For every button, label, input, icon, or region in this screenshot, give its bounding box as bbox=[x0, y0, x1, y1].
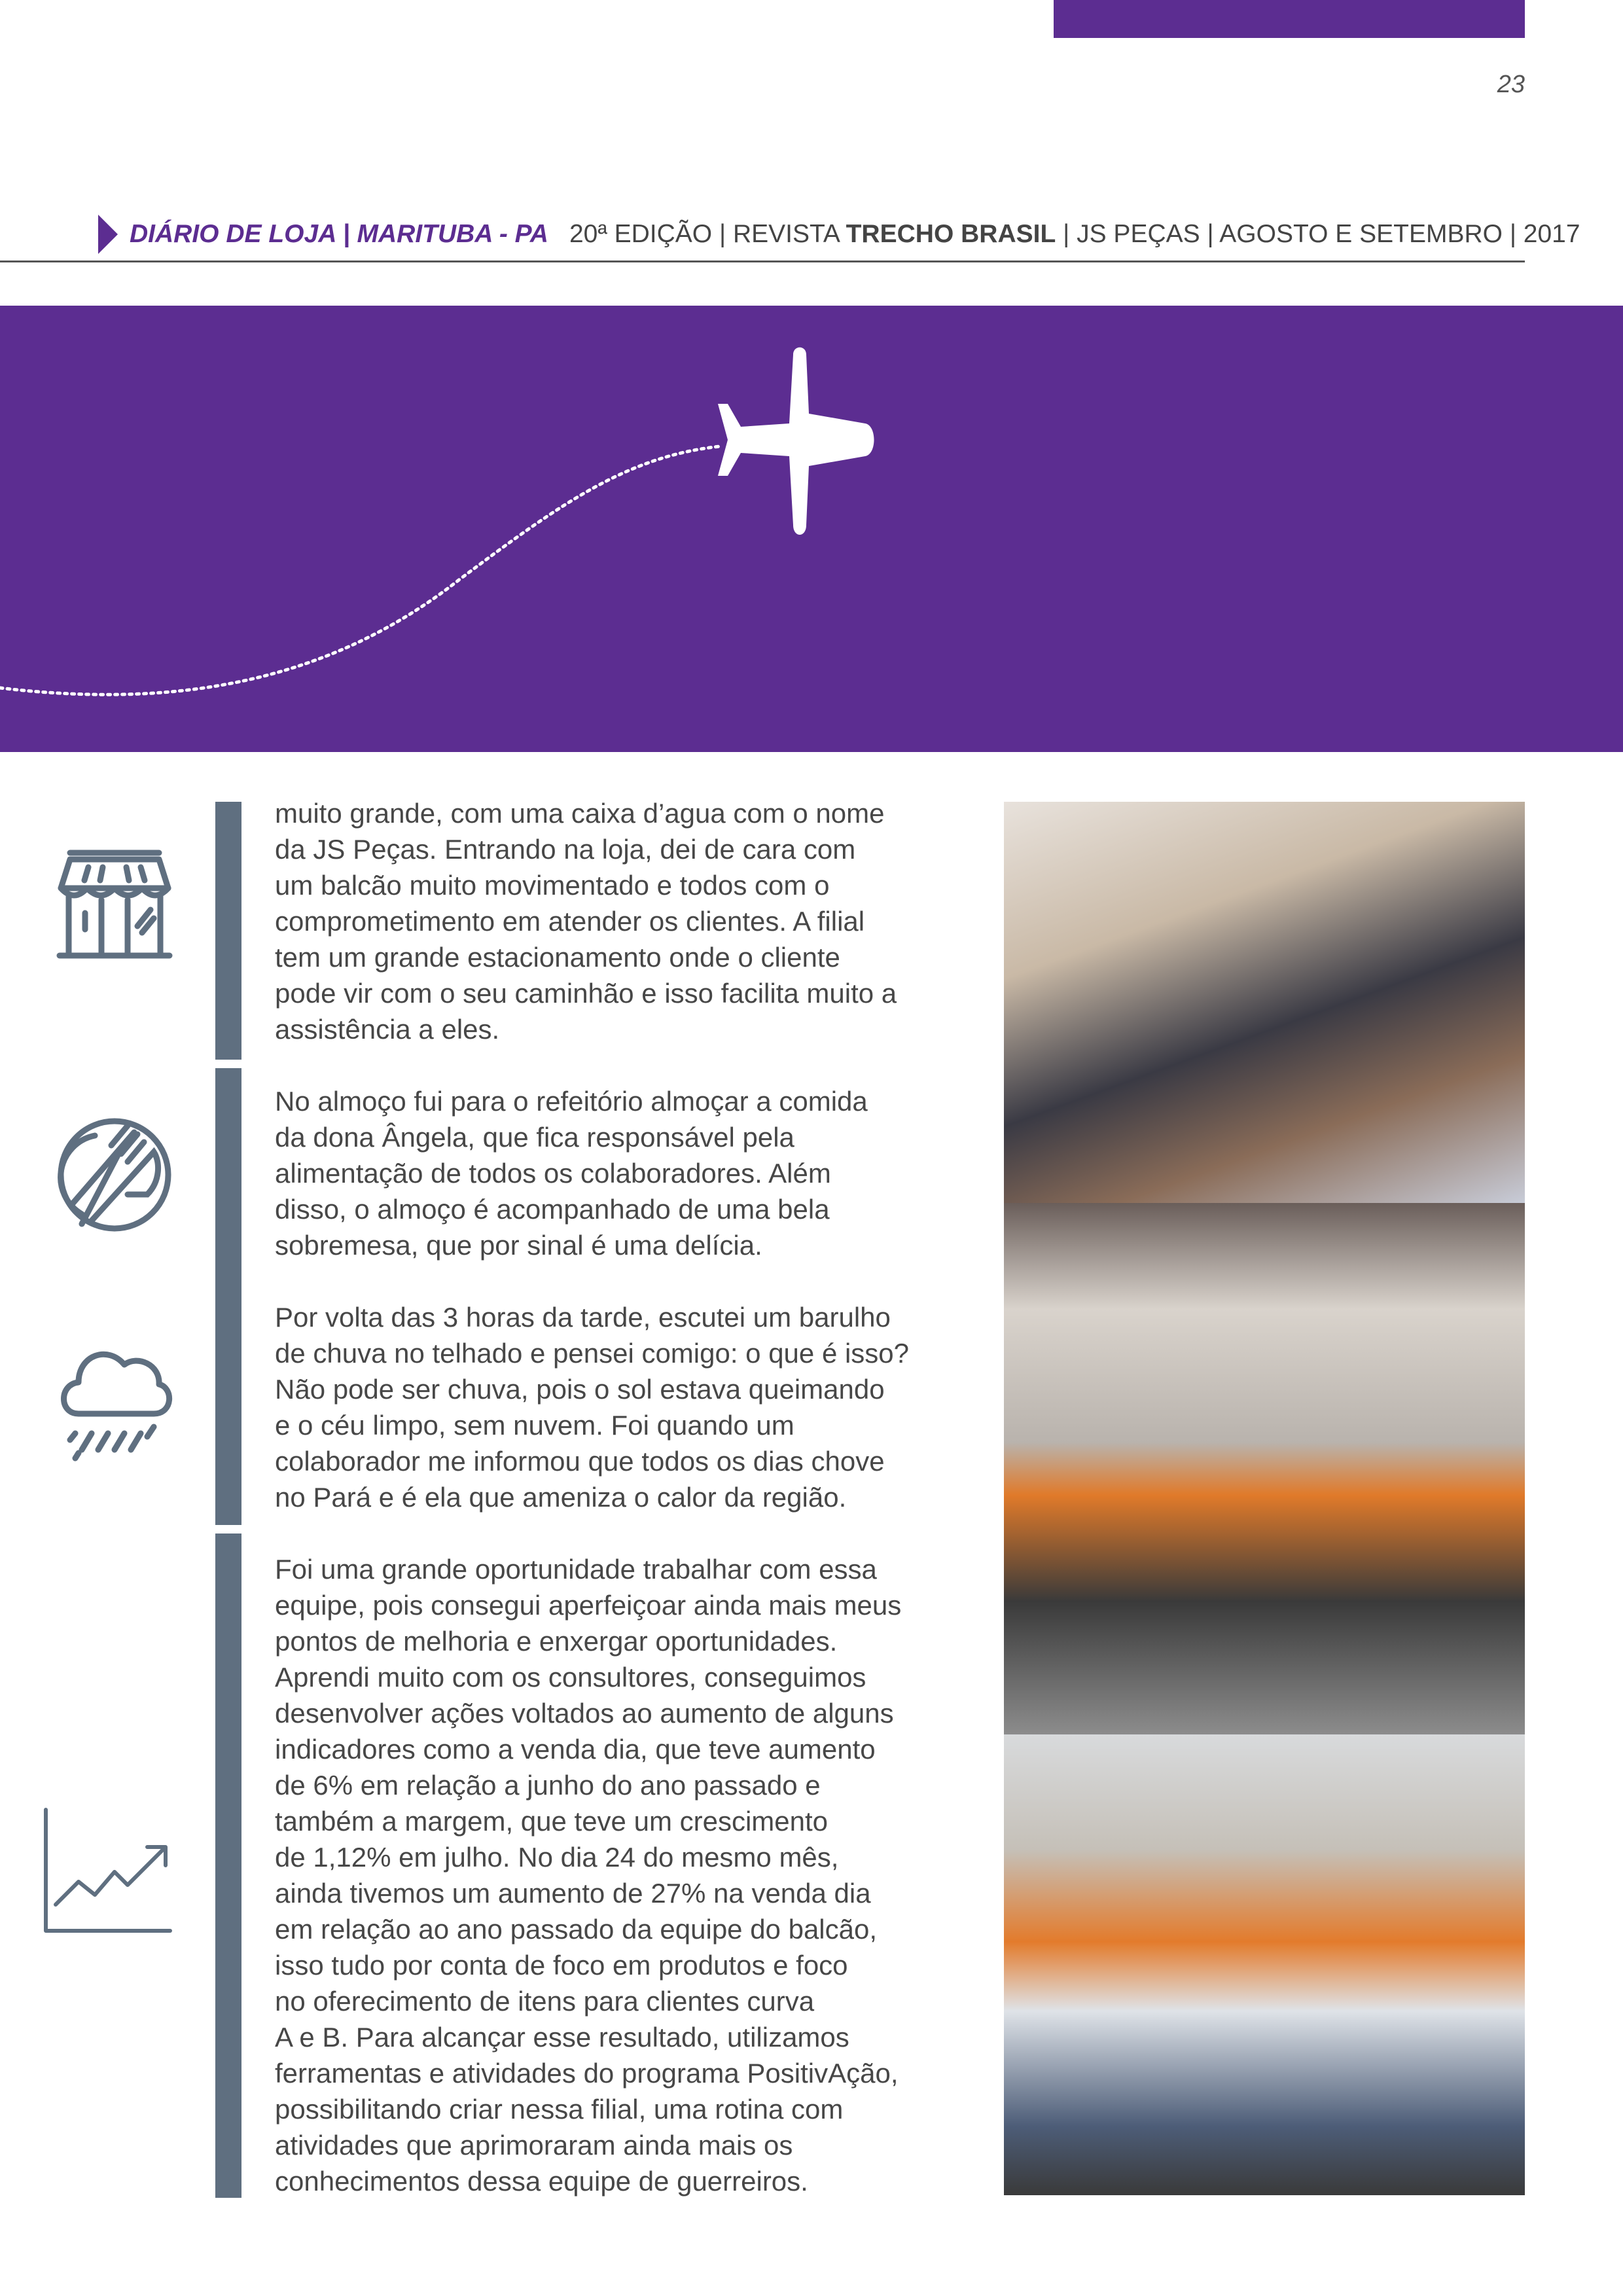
article-paragraph bbox=[275, 1551, 949, 2199]
text-line: colaborador me informou que todos os dias chove bbox=[275, 1446, 885, 1477]
photo-employee-with-tires bbox=[1004, 1203, 1525, 1734]
article-paragraph bbox=[275, 795, 949, 1047]
text-line: tem um grande estacionamento onde o cliente bbox=[275, 942, 840, 973]
purple-banner bbox=[0, 306, 1623, 752]
text-line: comprometimento em atender os clientes. A filial bbox=[275, 906, 865, 937]
text-line: muito grande, com uma caixa d’agua com o nome bbox=[275, 798, 885, 829]
plate-cutlery-icon bbox=[56, 1116, 173, 1234]
triangle-marker-icon bbox=[98, 215, 118, 254]
text-line: disso, o almoço é acompanhado de uma bela bbox=[275, 1194, 830, 1225]
photo-team-group bbox=[1004, 1734, 1525, 2195]
airplane-icon bbox=[718, 348, 874, 535]
text-line: possibilitando criar nessa filial, uma rotina com bbox=[275, 2094, 844, 2125]
text-line: também a margem, que teve um crescimento bbox=[275, 1806, 829, 1837]
text-line: A e B. Para alcançar esse resultado, utilizamos bbox=[275, 2022, 849, 2053]
text-line: conhecimentos dessa equipe de guerreiros. bbox=[275, 2166, 808, 2197]
text-line: desenvolver ações voltados ao aumento de alguns bbox=[275, 1698, 894, 1729]
text-line: Por volta das 3 horas da tarde, escutei um barulho bbox=[275, 1302, 891, 1333]
text-line: Aprendi muito com os consultores, conseguimos bbox=[275, 1662, 866, 1693]
text-line: alimentação de todos os colaboradores. Além bbox=[275, 1158, 831, 1189]
text-line: um balcão muito movimentado e todos com o bbox=[275, 870, 830, 901]
text-line: pode vir com o seu caminhão e isso facilita muito a bbox=[275, 978, 897, 1009]
rain-cloud-icon bbox=[56, 1342, 173, 1463]
text-line: Não pode ser chuva, pois o sol estava queimando bbox=[275, 1374, 885, 1405]
text-line: isso tudo por conta de foco em produtos e foco bbox=[275, 1950, 848, 1981]
trend-chart-icon bbox=[43, 1806, 173, 1934]
text-line: pontos de melhoria e enxergar oportunidades. bbox=[275, 1626, 838, 1657]
dotted-flight-path bbox=[0, 446, 720, 694]
text-line: e o céu limpo, sem nuvem. Foi quando um bbox=[275, 1410, 794, 1441]
text-line: no Pará e é ela que ameniza o calor da região. bbox=[275, 1482, 847, 1513]
text-line: No almoço fui para o refeitório almoçar a comida bbox=[275, 1086, 868, 1117]
text-line: ferramentas e atividades do programa PositivAção, bbox=[275, 2058, 899, 2089]
running-header bbox=[98, 215, 1580, 254]
magazine-name: TRECHO BRASIL bbox=[846, 220, 1056, 248]
section-title: DIÁRIO DE LOJA | MARITUBA - PA bbox=[130, 220, 548, 248]
photo-team-thumbs-up bbox=[1004, 802, 1525, 1203]
header-details: | JS PEÇAS | AGOSTO E SETEMBRO | 2017 bbox=[1056, 220, 1580, 248]
text-line: indicadores como a venda dia, que teve aumento bbox=[275, 1734, 876, 1765]
article-paragraph bbox=[275, 1299, 949, 1515]
text-line: da dona Ângela, que fica responsável pela bbox=[275, 1122, 794, 1153]
text-line: equipe, pois consegui aperfeiçoar ainda mais meus bbox=[275, 1590, 902, 1621]
article-body bbox=[275, 795, 949, 2235]
edition-text: 20ª EDIÇÃO | REVISTA bbox=[569, 220, 846, 248]
text-line: assistência a eles. bbox=[275, 1014, 500, 1045]
text-line: Foi uma grande oportunidade trabalhar com essa bbox=[275, 1554, 877, 1585]
text-line: de 1,12% em julho. No dia 24 do mesmo mês, bbox=[275, 1842, 839, 1873]
text-line: ainda tivemos um aumento de 27% na venda dia bbox=[275, 1878, 871, 1909]
paragraph-bar bbox=[215, 802, 241, 1060]
text-line: no oferecimento de itens para clientes curva bbox=[275, 1986, 815, 2017]
store-icon bbox=[56, 848, 173, 962]
text-line: atividades que aprimoraram ainda mais os bbox=[275, 2130, 793, 2161]
article-paragraph bbox=[275, 1083, 949, 1263]
text-line: da JS Peças. Entrando na loja, dei de cara com bbox=[275, 834, 856, 865]
top-accent-bar bbox=[1054, 0, 1525, 38]
flight-path-illustration bbox=[0, 306, 1623, 752]
header-rule bbox=[0, 260, 1525, 262]
paragraph-bar bbox=[215, 1534, 241, 2198]
text-line: sobremesa, que por sinal é uma delícia. bbox=[275, 1230, 762, 1261]
text-line: em relação ao ano passado da equipe do balcão, bbox=[275, 1914, 878, 1945]
text-line: de chuva no telhado e pensei comigo: o que é isso? bbox=[275, 1338, 910, 1369]
text-line: de 6% em relação a junho do ano passado e bbox=[275, 1770, 821, 1801]
page-number: 23 bbox=[1497, 71, 1525, 98]
paragraph-bar bbox=[215, 1068, 241, 1525]
